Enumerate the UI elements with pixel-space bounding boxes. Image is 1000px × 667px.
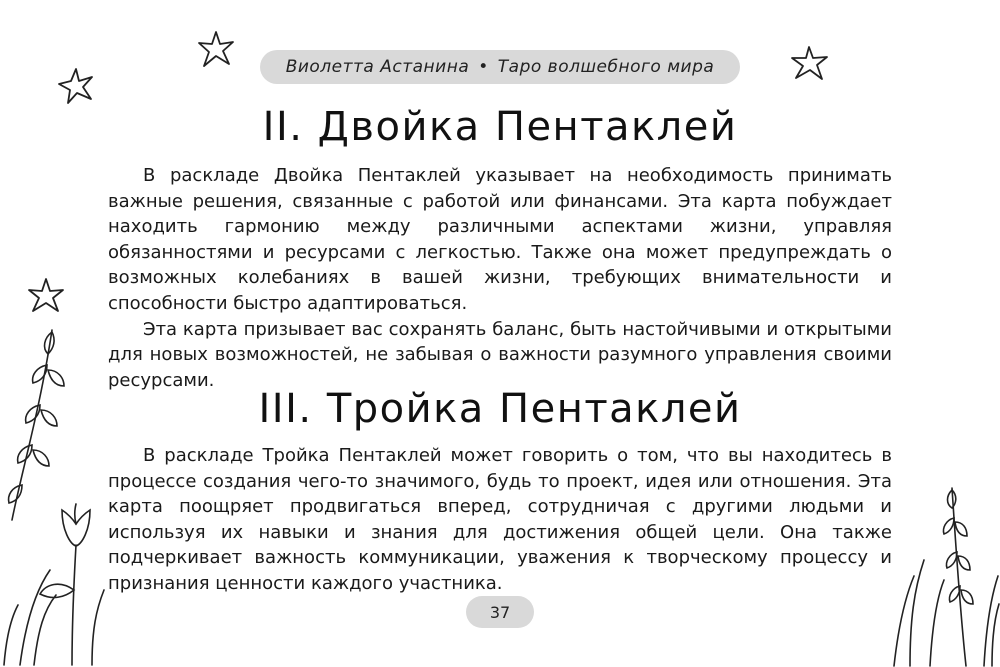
page-number: 37 bbox=[466, 596, 534, 628]
section-title-two-of-pentacles: II. Двойка Пентаклей bbox=[262, 104, 738, 150]
plant-doodle-icon bbox=[0, 320, 110, 667]
running-header bbox=[260, 50, 740, 84]
grass-doodle-icon bbox=[880, 480, 1000, 667]
header-author: Виолетта Астанина bbox=[285, 57, 470, 77]
star-doodle-icon bbox=[196, 30, 236, 70]
paragraph: В раскладе Двойка Пентаклей указывает на необходимость принимать важные решения, связанные с работой или финансами. Эта карта побуждает находить гармонию между различными аспектами жизни, управляя обязанностями и ресурсами с легкостью. Также она может предупреждать о возможных колебаниях в вашей жизни, требующих внимательности и способности быстро адаптироваться. bbox=[108, 165, 892, 314]
section-body-two-of-pentacles bbox=[108, 163, 892, 393]
section-title-three-of-pentacles: III. Тройка Пентаклей bbox=[258, 386, 742, 432]
paragraph: В раскладе Тройка Пентаклей может говорить о том, что вы находитесь в процессе создания чего-то значимого, будь то проект, идея или отношения. Эта карта поощряет продвигаться вперед, сотрудничая с другими людьми и используя их навыки и знания для достижения общей цели. Она также подчеркивает важность коммуникации, уважения к творческому процессу и признания ценности каждого участника. bbox=[108, 445, 892, 594]
star-doodle-icon bbox=[26, 276, 66, 316]
header-separator: • bbox=[478, 57, 489, 77]
star-doodle-icon bbox=[56, 66, 96, 106]
paragraph: Эта карта призывает вас сохранять баланс, быть настойчивыми и открытыми для новых возможностей, не забывая о важности разумного управления своими ресурсами. bbox=[108, 318, 892, 391]
star-doodle-icon bbox=[790, 44, 830, 84]
header-book-title: Таро волшебного мира bbox=[497, 57, 715, 77]
section-body-three-of-pentacles bbox=[108, 443, 892, 597]
